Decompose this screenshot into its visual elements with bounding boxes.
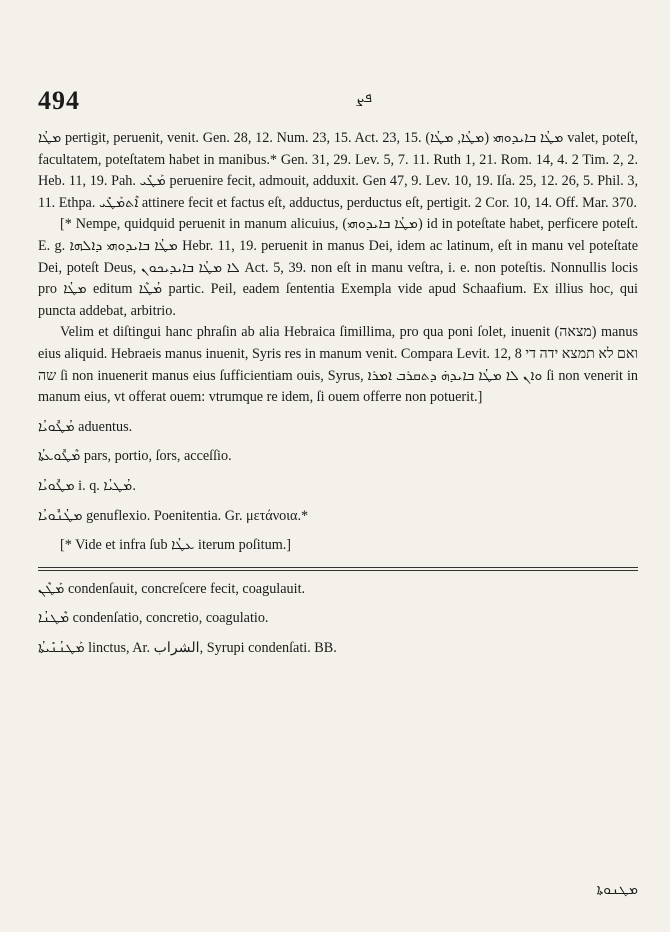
entry (38, 638, 638, 660)
entry-text: aduentus. (78, 418, 133, 435)
entry-headword: ܡܛܳܢܽܘܝܳܐ (38, 507, 83, 524)
entry-headword: ܡܶܛܢܳܐ (38, 610, 70, 627)
entry-headword: ܡܛܳܐ (38, 130, 62, 146)
entry (38, 476, 638, 498)
entry-headword: ܡܳܛܽܘܝܳܐ (38, 418, 75, 435)
entry-text: condenſatio, concretio, coagulatio. (72, 610, 269, 627)
page-header (38, 86, 628, 116)
note-paragraph-2: Velim et diſtingui hanc phraſin ab alia Hebraica ſimillima, pro qua poni ſolet, inuenit (מצאה) manus eius aliquid. Hebraeis manus inuenit, Syris res in manum venit. Compara Levit. 12, 8 ואם לא תמצא ידה די שה ſi non inuenerit manus eius ſufficientiam ouis, Syrus, ܘܐܢ ܠܐ ܡܛܳܐ ܒܐܝܕܗ̇ ܕܬܩܪܒ ܐܡܪܐ ſi non venerit in manum eius, vt offerat ouem: vtrumque re idem, ſi ouem offerre non potuerit.] (38, 324, 639, 406)
entry-headword: ܡܶܛܽܘܥܬܳܐ (38, 448, 81, 465)
running-head: ܦܨ (356, 90, 372, 106)
page-number: 494 (38, 86, 80, 115)
page-body (38, 128, 638, 659)
entry (38, 608, 638, 630)
entry-text: pars, portio, ſors, acceſſio. (83, 448, 232, 465)
catchword: ܡܛܢܘܬܐ (596, 882, 638, 898)
entry (38, 417, 638, 439)
double-rule-divider (38, 567, 638, 571)
entry-text: i. q. ܡܳܛܝܳܐ. (78, 477, 136, 494)
entry (38, 579, 638, 601)
note-paragraph-1: [* Nempe, quidquid peruenit in manum alicuius, (ܡܛܳܐ ܒܐܝܕܘܗܝ) id in poteſtate habet, perficere poteſt. E. g. ܡܛܳܐ ܒܐܝܕܘܗܝ ܕܐܠܗܐ Hebr. 11, 19. peruenit in manus Dei, idem ac latinum, eſt in manu vel poteſtate Dei, poteſt Deus, ܠܐ ܡܛܳܐ ܒܐܝܕܝܟܘܢ Act. 5, 39. non eſt in manu veſtra, i. e. non poteſtis. Nonnullis locis pro ܡܛܳܐ editum ܡܳܛܶܐ partic. Peil, eadem ſententia Exempla vide apud Schaafium. Ex illius hoc, qui puncta addebat, arbitrio. (38, 216, 638, 319)
entry-text: pertigit, peruenit, venit. Gen. 28, 12. Num. 23, 15. Act. 23, 15. ܡܛܳܐ ܒܐܝܕܘܗܝ (ܡܛܳܐ, ܡܛܳܐ) valet, poteſt, facultatem, poteſtatem habet in manibus.* Gen. 31, 29. Lev. 5, 7. 11. Ruth 1, 21. Rom. 14, 4. 2 Tim. 2, 2. Heb. 11, 19. Pah. ܡܰܛܺܝ peruenire fecit, admouit, adduxit. Gen 47, 9. Lev. 10, 19. Iſa. 25, 12. 26, 5. Phil. 3, 11. Ethpa. ܐܶܬܡܰܛܺܝ attinere fecit et factus eſt, adductus, perductus eſt, pertigit. 2 Cor. 10, 14. Off. Mar. 370. (38, 130, 638, 211)
note-paragraph-3: [* Vide et infra ſub ܥܛܳܐ iterum poſitum.] (60, 537, 292, 554)
entry-text: condenſauit, concreſcere fecit, coagulauit. (67, 580, 306, 597)
entry-headword: ܡܰܛܶܢ (38, 580, 65, 597)
entry (38, 446, 638, 468)
entry-main (38, 128, 638, 214)
entry-text: linctus, Ar. الشراب, Syrupi condenſati. BB. (88, 639, 337, 656)
entry-text: genuflexio. Poenitentia. Gr. μετάνοια.* (86, 507, 309, 524)
entry (38, 506, 638, 528)
entry-headword: ܡܰܛܢܳܢܺܝܬܳܐ (38, 639, 85, 656)
entry-headword: ܡܛܽܘܝܳܐ (38, 477, 75, 494)
